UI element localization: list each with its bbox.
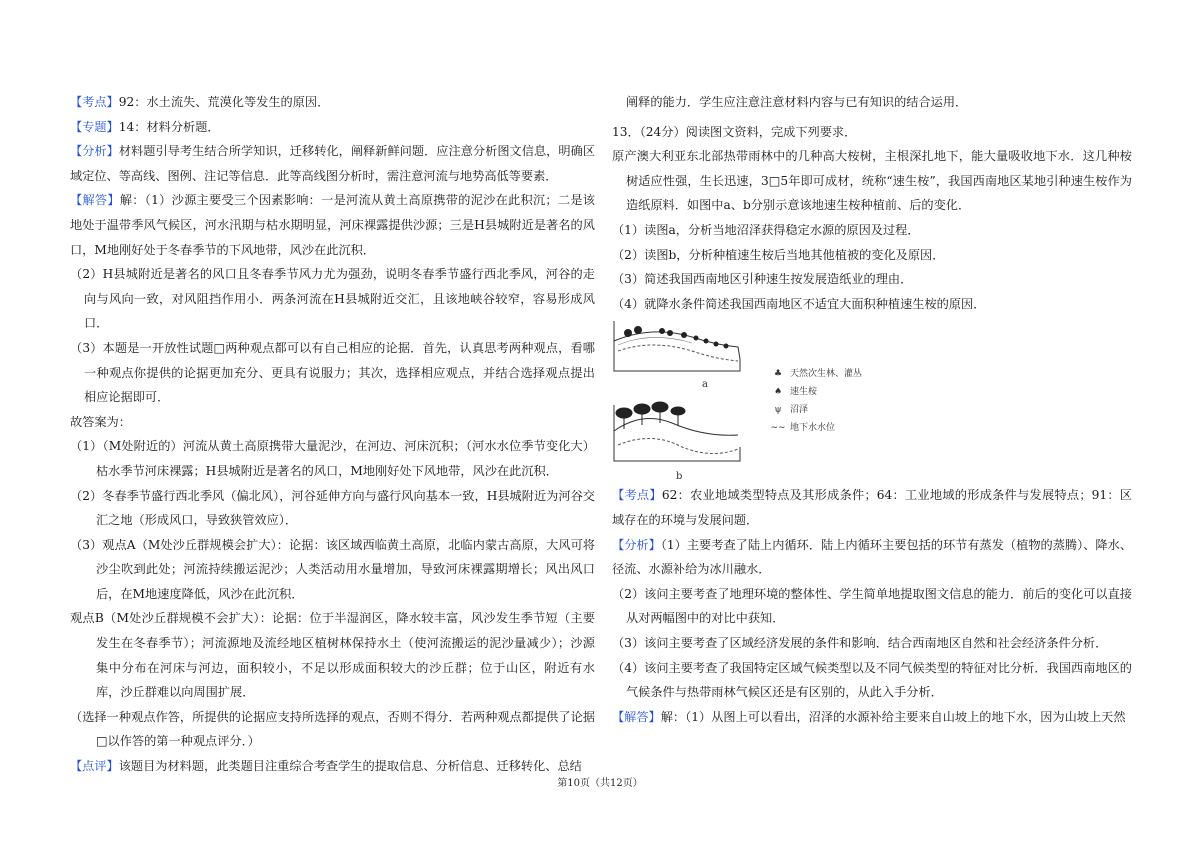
eucalyptus-icon: ♠ — [773, 387, 783, 398]
explain-3: （3）本题是一开放性试题□两种观点都可以有自己相应的论据．首先，认真思考两种观点，看哪一种观点你提供的论据更加充分、更具有说服力；其次，选择相应观点，并结合选择观点提出相应论据即可． — [70, 340, 595, 405]
figure-legend — [770, 365, 862, 437]
fenxi-paragraph — [70, 139, 595, 188]
legend-label: 天然次生林、灌丛 — [790, 369, 863, 380]
continuation-text: 阐释的能力．学生应注意注意材料内容与已有知识的结合运用． — [626, 95, 968, 109]
legend-label: 速生桉 — [790, 387, 818, 398]
figure-label-b: b — [676, 471, 683, 483]
analysis-2: （2）该问主要考查了地理环境的整体性、学生简单地提取图文信息的能力．前后的变化可以直接从对两幅图中的对比中获知． — [612, 586, 1132, 626]
legend-item — [770, 401, 862, 419]
shrub-icon: ♣ — [773, 369, 783, 380]
diagram-a-shrubs — [624, 326, 729, 349]
marsh-icon: ψ — [774, 405, 782, 416]
page-footer: 第10页（共12页） — [557, 778, 643, 789]
zhuanti-text: 14：材料分析题． — [118, 119, 220, 134]
answer-3: （3）观点A（M处沙丘群规模会扩大）：论据：该区域西临黄土高原，北临内蒙古高原，大风可将沙尘吹到此处；河流持续搬运泥沙；人类活动用水量增加，导致河床裸露期增长；风出风口后，在M地速度降低，风沙在此沉积． — [70, 537, 595, 601]
diagram-a — [614, 321, 740, 371]
jieda-text: 解：（1）沙源主要受三个因素影响：一是河流从黄土高原携带的泥沙在此积沉；二是该地处于温带季风气候区，河水汛期与枯水期明显，河床裸露提供沙源；三是H县城附近是著名的风口，M地刚好处于冬春季节的下风地带，风沙在此沉积． — [70, 193, 595, 257]
jieda-tag: 【解答】 — [612, 709, 661, 724]
left-column — [70, 90, 595, 779]
analysis-4: （4）该问主要考查了我国特定区域气候类型以及不同气候类型的特征对比分析．我国西南地区的气候条件与热带雨林气候区还是有区别的，从此入手分析． — [612, 660, 1132, 700]
kaodian-tag: 【考点】 — [612, 488, 662, 503]
fenxi-tag: 【分析】 — [70, 144, 119, 159]
fenxi-text: 材料题引导考生结合所学知识，迁移转化，阐释新鲜问题．应注意分析图文信息，明确区域定位、等高线、图例、注记等信息．此等高线图分析时，需注意河流与地势高低等要素． — [70, 144, 596, 183]
kaodian-paragraph — [70, 90, 595, 115]
diagram-b-trees — [616, 402, 685, 429]
analysis-3: （3）该问主要考查了区域经济发展的条件和影响．结合西南地区自然和社会经济条件分析． — [612, 635, 1108, 650]
dianping-tag: 【点评】 — [70, 759, 119, 774]
kaodian-paragraph — [612, 483, 1132, 532]
kaodian-tag: 【考点】 — [70, 95, 119, 109]
answer-2: （2）冬春季节盛行西北季风（偏北风），河谷延伸方向与盛行风向基本一致，H县城附近为河谷交汇之地（形成风口，导致狭管效应）． — [70, 488, 595, 528]
water-table-icon: ∼∼ — [770, 423, 786, 434]
answer-heading: 故答案为： — [70, 414, 131, 429]
legend-label: 地下水水位 — [790, 423, 836, 434]
answer-note: （选择一种观点作答，所提供的论据应支持所选择的观点，否则不得分．若两种观点都提供了论据□以作答的第一种观点评分．） — [70, 709, 595, 749]
answer-1: （1）（M处附近的）河流从黄土高原携带大量泥沙，在河边、河床沉积；（河水水位季节变化大）枯水季节河床裸露；H县城附近是著名的风口，M地刚好处下风地带，风沙在此沉积． — [70, 439, 595, 478]
eucalyptus-figure — [612, 319, 1132, 483]
right-column — [612, 90, 1132, 729]
legend-item — [770, 419, 862, 437]
question-13-2: （2）读图b，分析种植速生桉后当地其他植被的变化及原因． — [612, 247, 945, 262]
question-13-4: （4）就降水条件简述我国西南地区不适宜大面积种植速生桉的原因． — [612, 296, 986, 311]
jieda-tag: 【解答】 — [70, 193, 120, 208]
question-13-heading: 13．（24分）阅读图文资料，完成下列要求． — [612, 124, 857, 139]
zhuanti-paragraph — [70, 115, 595, 140]
question-13-1: （1）读图a，分析当地沼泽获得稳定水源的原因及过程． — [612, 222, 920, 237]
fenxi-paragraph — [612, 533, 1132, 582]
jieda-text: 解：（1）从图上可以看出，沼泽的水源补给主要来自山坡上的地下水，因为山坡上天然 — [660, 709, 1126, 724]
question-13-3: （3）简述我国西南地区引种速生按发展造纸业的理由． — [612, 272, 913, 287]
zhuanti-tag: 【专题】 — [70, 119, 119, 134]
question-13-body: 原产澳大利亚东北部热带雨林中的几种高大桉树，主根深扎地下，能大量吸收地下水．这几种桉树适应性强，生长迅速，3□5年即可成材，统称“速生桉”，我国西南地区某地引种速生桉作为造纸原料．如图中a、b分别示意该地速生桉种植前、后的变化． — [612, 149, 1132, 213]
legend-item — [770, 383, 862, 401]
legend-label: 沼泽 — [790, 405, 809, 416]
legend-item — [770, 365, 862, 383]
answer-4: 观点B（M处沙丘群规模不会扩大）：论据：位于半湿润区，降水较丰富，风沙发生季节短（主要发生在冬春季节）；河流源地及流经地区植树林保持水土（使河流搬运的泥沙量减少）；沙源集中分布在河床与河边，面积较小，不足以形成面积较大的沙丘群；位于山区，附近有水库，沙丘群难以向周围扩展． — [70, 611, 595, 700]
figure-label-a: a — [702, 379, 708, 391]
dianping-text: 该题目为材料题，此类题目注重综合考查学生的提取信息、分析信息、迁移转化、总结 — [118, 759, 582, 774]
kaodian-text: 92：水土流失、荒漠化等发生的原因． — [118, 95, 330, 109]
fenxi-tag: 【分析】 — [612, 537, 661, 552]
fenxi-text: （1）主要考查了陆上内循环．陆上内循环主要包括的环节有蒸发（植物的蒸腾）、降水、径流、水源补给为冰川融水． — [612, 537, 1133, 577]
jieda-paragraph — [70, 188, 595, 262]
jieda-paragraph — [612, 705, 1132, 730]
kaodian-text: 62：农业地域类型特点及其形成条件；64：工业地域的形成条件与发展特点；91：区域存在的环境与发展问题． — [612, 488, 1132, 527]
slope-diagrams — [612, 319, 772, 479]
explain-2: （2）H县城附近是著名的风口且冬春季节风力尤为强劲，说明冬春季节盛行西北季风，河谷的走向与风向一致，对风阻挡作用小．两条河流在H县城附近交汇，且该地峡谷较窄，容易形成风口． — [70, 267, 595, 331]
